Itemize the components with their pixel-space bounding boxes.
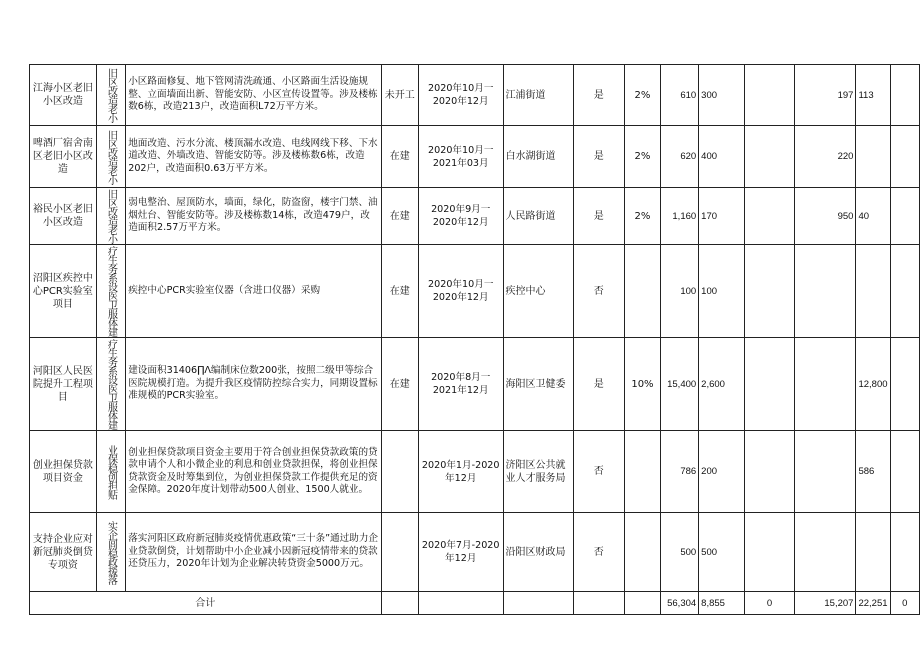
- table-row: [30, 245, 920, 338]
- project-table: [29, 64, 920, 615]
- amount-4: [795, 338, 856, 431]
- amount-3: [744, 188, 795, 245]
- amount-4: 220: [795, 126, 856, 188]
- yes-no-flag: 是: [573, 65, 624, 126]
- amount-4: 197: [795, 65, 856, 126]
- amount-5: [856, 513, 890, 592]
- amount-3: [744, 513, 795, 592]
- project-category: 旧区改造老小: [96, 65, 126, 126]
- project-period: 2020年1月-2020年12月: [418, 431, 503, 513]
- table-row: [30, 338, 920, 431]
- amount-total: 1,160: [661, 188, 699, 245]
- responsible-unit: 海阳区卫健委: [503, 338, 573, 431]
- amount-4: [795, 513, 856, 592]
- empty-cell: [418, 592, 503, 615]
- total-v1: 56,304: [661, 592, 699, 615]
- total-v6: 0: [890, 592, 919, 615]
- project-content: 创业担保贷款项目资金主要用于符合创业担保贷款政策的贷款申请个人和小微企业的利息和创业贷款担保，将创业担保贷款资金及时筹集到位，为创业担保贷款工作提供充足的资金保障。2020年度计划带动500人创业、1500人就业。: [126, 431, 381, 513]
- responsible-unit: 江浦街道: [503, 65, 573, 126]
- project-name: 创业担保贷款项目资金: [30, 431, 97, 513]
- project-content: 建设面积31406∏Λ编制床位数200张，按照二级甲等综合医院规模打造。为提升我区疫情防控综合实力，同期设置标准规模的PCR实验室。: [126, 338, 381, 431]
- responsible-unit: 疾控中心: [503, 245, 573, 338]
- amount-total: 500: [661, 513, 699, 592]
- project-category: 疗生务系设医卫服体建: [96, 245, 126, 338]
- project-period: 2020年10月一2021年03月: [418, 126, 503, 188]
- total-v2: 8,855: [699, 592, 744, 615]
- ratio-value: 10%: [624, 338, 661, 431]
- table-row: [30, 126, 920, 188]
- responsible-unit: 人民路街道: [503, 188, 573, 245]
- project-content: 弱电整治、屋顶防水，墙面，绿化，防盗窗，楼宇门禁、油烟灶台、智能安防等。涉及楼栋数14栋，改造479户，改造面积2.57万平方米。: [126, 188, 381, 245]
- amount-6: [890, 338, 919, 431]
- project-name: 裕民小区老旧小区改造: [30, 188, 97, 245]
- amount-6: [890, 126, 919, 188]
- amount-6: [890, 431, 919, 513]
- project-status: [381, 431, 418, 513]
- project-status: 在建: [381, 126, 418, 188]
- project-period: 2020年7月-2020年12月: [418, 513, 503, 592]
- project-status: 在建: [381, 188, 418, 245]
- project-period: 2020年10月一2020年12月: [418, 245, 503, 338]
- amount-2: 2,600: [699, 338, 744, 431]
- project-category: 实企闾稳政援落: [96, 513, 126, 592]
- ratio-value: [624, 513, 661, 592]
- ratio-value: [624, 245, 661, 338]
- project-category: 旧区改造老小: [96, 188, 126, 245]
- empty-cell: [573, 592, 624, 615]
- amount-total: 620: [661, 126, 699, 188]
- table-row: [30, 431, 920, 513]
- amount-2: 400: [699, 126, 744, 188]
- empty-cell: [503, 592, 573, 615]
- project-category: 旧区改造老小: [96, 126, 126, 188]
- responsible-unit: 济阳区公共就业人才服务局: [503, 431, 573, 513]
- project-category: 业保稳创担贴: [96, 431, 126, 513]
- amount-total: 610: [661, 65, 699, 126]
- amount-2: 300: [699, 65, 744, 126]
- project-name: 江海小区老旧小区改造: [30, 65, 97, 126]
- ratio-value: [624, 431, 661, 513]
- amount-6: [890, 245, 919, 338]
- amount-3: [744, 65, 795, 126]
- yes-no-flag: 是: [573, 126, 624, 188]
- amount-2: 100: [699, 245, 744, 338]
- yes-no-flag: 否: [573, 513, 624, 592]
- table-row: [30, 513, 920, 592]
- yes-no-flag: 否: [573, 245, 624, 338]
- amount-5: 113: [856, 65, 890, 126]
- total-v4: 15,207: [795, 592, 856, 615]
- amount-total: 786: [661, 431, 699, 513]
- amount-3: [744, 245, 795, 338]
- project-content: 地面改造、污水分流、楼顶漏水改造、电线网线下移、下水道改造、外墙改造、智能安防等。涉及楼栋数6栋，改造202户，改造面积0.63万平方米。: [126, 126, 381, 188]
- table-row: [30, 188, 920, 245]
- amount-2: 200: [699, 431, 744, 513]
- empty-cell: [624, 592, 661, 615]
- amount-3: [744, 126, 795, 188]
- total-v3: 0: [744, 592, 795, 615]
- responsible-unit: 白水湖街道: [503, 126, 573, 188]
- project-name: 啤酒厂宿舍南区老旧小区改造: [30, 126, 97, 188]
- amount-4: 950: [795, 188, 856, 245]
- yes-no-flag: 是: [573, 188, 624, 245]
- amount-2: 500: [699, 513, 744, 592]
- project-status: 在建: [381, 338, 418, 431]
- project-period: 2020年9月一2020年12月: [418, 188, 503, 245]
- project-content: 落实河阳区政府新冠肺炎疫情优惠政策“三十条”通过助力企业贷款倒贷，计划帮助中小企业减小因新冠疫情带来的贷款还贷压力，2020年计划为企业解决转贷资金5000万元。: [126, 513, 381, 592]
- project-name: 河阳区人民医院提升工程项目: [30, 338, 97, 431]
- project-category: 疗生务系设医卫服体建: [96, 338, 126, 431]
- project-period: 2020年10月一2020年12月: [418, 65, 503, 126]
- amount-6: [890, 65, 919, 126]
- amount-3: [744, 338, 795, 431]
- amount-total: 100: [661, 245, 699, 338]
- project-name: 沼阳区疾控中心PCR实验室项目: [30, 245, 97, 338]
- amount-5: 12,800: [856, 338, 890, 431]
- project-status: 未开工: [381, 65, 418, 126]
- total-v5: 22,251: [856, 592, 890, 615]
- amount-4: [795, 431, 856, 513]
- project-period: 2020年8月一2021年12月: [418, 338, 503, 431]
- amount-3: [744, 431, 795, 513]
- yes-no-flag: 否: [573, 431, 624, 513]
- amount-5: [856, 245, 890, 338]
- table-row: [30, 65, 920, 126]
- project-content: 疾控中心PCR实验室仪器（含进口仪器）采购: [126, 245, 381, 338]
- amount-6: [890, 513, 919, 592]
- amount-5: 40: [856, 188, 890, 245]
- responsible-unit: 沿阳区财政局: [503, 513, 573, 592]
- amount-5: 586: [856, 431, 890, 513]
- project-status: 在建: [381, 245, 418, 338]
- amount-2: 170: [699, 188, 744, 245]
- project-status: [381, 513, 418, 592]
- empty-cell: [381, 592, 418, 615]
- total-row: [30, 592, 920, 615]
- total-label: 合计: [30, 592, 382, 615]
- ratio-value: 2%: [624, 126, 661, 188]
- yes-no-flag: 是: [573, 338, 624, 431]
- amount-6: [890, 188, 919, 245]
- ratio-value: 2%: [624, 188, 661, 245]
- project-name: 支持企业应对新冠肺炎倒贷专项资: [30, 513, 97, 592]
- amount-total: 15,400: [661, 338, 699, 431]
- amount-5: [856, 126, 890, 188]
- ratio-value: 2%: [624, 65, 661, 126]
- project-content: 小区路面修复、地下管网清洗疏通、小区路面生活设施规整、立面墙面出新、智能安防、小区宣传设置等。涉及楼栋数6栋，改造213户，改造面积L72万平方米。: [126, 65, 381, 126]
- amount-4: [795, 245, 856, 338]
